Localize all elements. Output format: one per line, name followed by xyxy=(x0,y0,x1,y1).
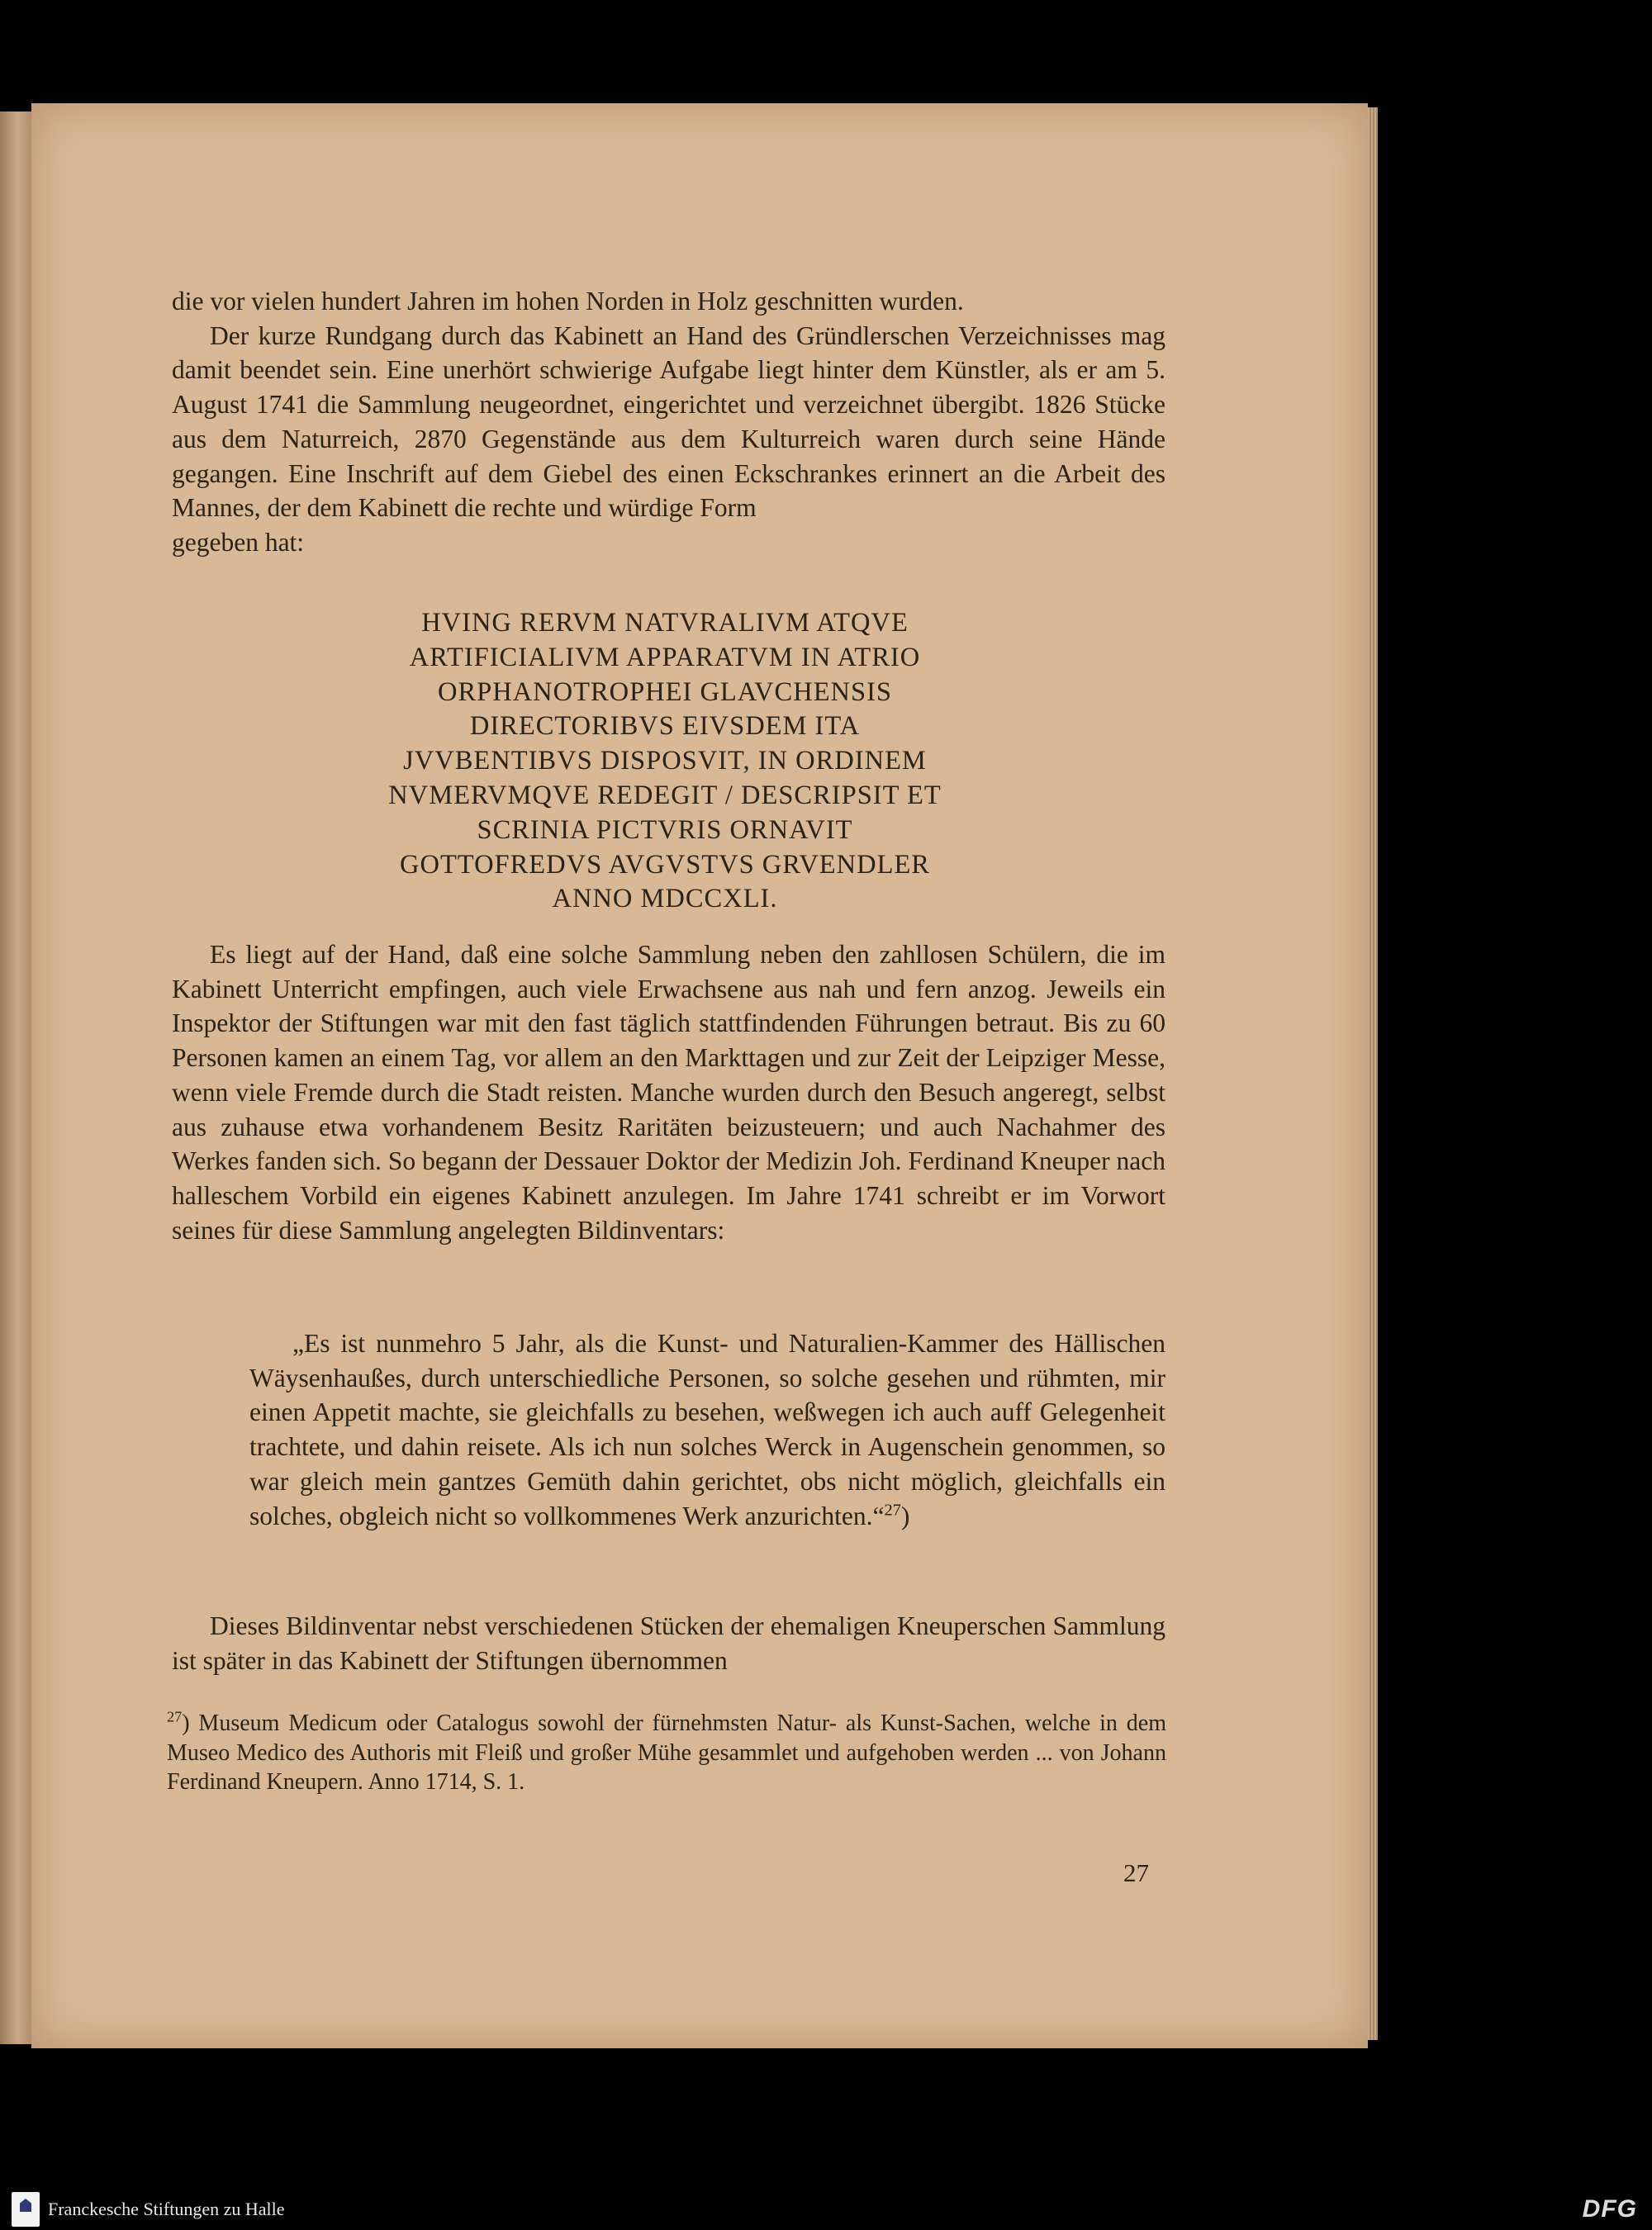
inscription-line: HVING RERVM NATVRALIVM ATQVE xyxy=(421,608,909,638)
institution-logo-icon xyxy=(12,2192,40,2227)
quote-text xyxy=(249,1326,1165,1533)
footnote-mark: 27 xyxy=(167,1708,183,1725)
left-page-edge xyxy=(0,112,31,2044)
inscription-line: GOTTOFREDVS AVGVSTVS GRVENDLER xyxy=(400,849,930,880)
page-stack-edge xyxy=(1368,107,1378,2040)
inscription-line: ANNO MDCCXLI. xyxy=(552,884,778,914)
inscription-line: DIRECTORIBVS EIVSDEM ITA xyxy=(469,711,861,742)
inscription-line: ORPHANOTROPHEI GLAVCHENSIS xyxy=(438,676,892,707)
inscription-line: JVVBENTIBVS DISPOSVIT, IN ORDINEM xyxy=(403,746,927,776)
paragraph-sammlung: Es liegt auf der Hand, daß eine solche Sammlung neben den zahllosen Schülern, die im Kabinett Unterricht empfingen, auch viele Erwachsene aus nah und fern anzog. Jeweils ein Inspektor der Stiftungen war mit den fast täglich stattfindenden Führungen betraut. Bis zu 60 Personen kamen an einem Tag, vor allem an den Markttagen und zur Zeit der Leipziger Messe, wenn viele Fremde durch die Stadt reisten. Manche wurden durch den Besuch angeregt, selbst aus zuhause etwa vorhandenem Besitz Raritäten beizusteuern; und auch Nachahmer des Werkes fanden sich. So begann der Dessauer Doktor der Medizin Joh. Ferdinand Kneuper nach halleschem Vorbild ein eigenes Kabinett anzulegen. Im Jahre 1741 schreibt er im Vorwort seines für diese Sammlung angelegten Bildinventars: xyxy=(172,940,1165,1245)
inscription-line: ARTIFICIALIVM APPARATVM IN ATRIO xyxy=(409,642,921,672)
quote-footnote-ref: 27 xyxy=(884,1501,901,1520)
inscription-line: SCRINIA PICTVRIS ORNAVIT xyxy=(477,814,853,845)
body-text-top xyxy=(172,284,1165,560)
quote-body: „Es ist nunmehro 5 Jahr, als die Kunst- und Naturalien-Kammer des Hällischen Wäysenhaußes, durch unterschiedliche Personen, so solche gesehen und rühmten, mir einen Appetit machte, sie gleichfalls zu besehen, weßwegen ich auch auff Gelegenheit trachtete, und dahin reisete. Als ich nun solches Werck in Augenschein genommen, so war gleich mein gantzes Gemüth dahin gerichtet, obs nicht möglich, gleichfalls ein solches, obgleich nicht so vollkommenes Werk anzurichten.“ xyxy=(249,1329,1165,1530)
paragraph-rundgang: Der kurze Rundgang durch das Kabinett an Hand des Gründlerschen Verzeichnisses mag damit beendet sein. Eine unerhört schwierige Aufgabe liegt hinter dem Künstler, als er am 5. August 1741 die Sammlung neugeordnet, eingerichtet und verzeichnet übergibt. 1826 Stücke aus dem Naturreich, 2870 Gegenstände aus dem Kulturreich waren durch seine Hände gegangen. Eine Inschrift auf dem Giebel des einen Eckschrankes erinnert an die Arbeit des Mannes, der dem Kabinett die rechte und würdige Form xyxy=(172,320,1165,523)
footnote xyxy=(167,1709,1166,1797)
page-number: 27 xyxy=(1123,1858,1149,1887)
institution-name: Franckesche Stiftungen zu Halle xyxy=(48,2199,285,2219)
body-text-middle xyxy=(172,937,1165,1247)
paragraph-continuation: die vor vielen hundert Jahren im hohen Norden in Holz geschnitten wurden. xyxy=(172,287,964,316)
block-quote xyxy=(249,1326,1165,1533)
paragraph-bildinventar: Dieses Bildinventar nebst verschiedenen Stücken der ehemaligen Kneuperschen Sammlung ist später in das Kabinett der Stiftungen übernommen xyxy=(172,1611,1165,1675)
viewer-footer xyxy=(0,2189,1652,2230)
quote-ref-close: ) xyxy=(900,1501,910,1530)
latin-inscription xyxy=(330,606,999,917)
inscription-line: NVMERVMQVE REDEGIT / DESCRIPSIT ET xyxy=(388,780,942,810)
dfg-logo: DFG xyxy=(1582,2195,1637,2223)
paragraph-gegeben-hat: gegeben hat: xyxy=(172,527,305,557)
body-text-end xyxy=(172,1609,1165,1677)
footnote-text: ) Museum Medicum oder Catalogus sowohl der fürnehmsten Natur- als Kunst-Sachen, welche in dem Museo Medico des Authoris mit Fleiß und großer Mühe gesammlet und aufgehoben werden ... von Johann Ferdinand Kneupern. Anno 1714, S. 1. xyxy=(167,1710,1166,1795)
logo-mark-icon xyxy=(20,2199,31,2212)
